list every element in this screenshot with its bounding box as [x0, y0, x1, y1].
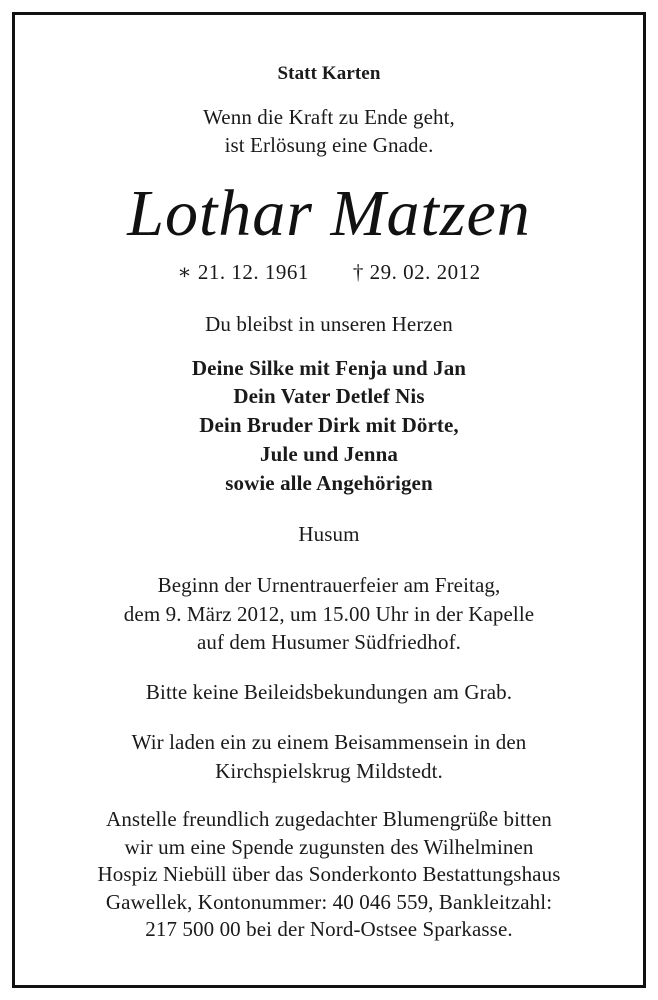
ceremony-line: dem 9. März 2012, um 15.00 Uhr in der Kapelle	[123, 602, 535, 626]
birth-date: ∗ 21. 12. 1961	[177, 260, 309, 284]
life-dates	[0, 259, 658, 285]
donation-line: Anstelle freundlich zugedachter Blumengrüße bitten	[106, 807, 552, 831]
condolence-note: Bitte keine Beileidsbekundungen am Grab.	[145, 680, 513, 704]
gathering-line: Wir laden ein zu einem Beisammensein in den	[131, 730, 527, 754]
ceremony-line: auf dem Husumer Südfriedhof.	[196, 630, 462, 654]
poem-line: ist Erlösung eine Gnade.	[224, 133, 434, 157]
mourner-line: Deine Silke mit Fenja und Jan	[191, 356, 467, 380]
poem-line: Wenn die Kraft zu Ende geht,	[203, 105, 455, 129]
donation-line: Gawellek, Kontonummer: 40 046 559, Bankleitzahl:	[105, 890, 553, 914]
donation-line: wir um eine Spende zugunsten des Wilhelminen	[124, 835, 534, 859]
deceased-name: Lothar Matzen	[127, 177, 531, 250]
death-date: † 29. 02. 2012	[352, 260, 481, 284]
mourner-line: Dein Bruder Dirk mit Dörte,	[199, 413, 459, 437]
place: Husum	[298, 522, 360, 546]
mourner-line: Jule und Jenna	[260, 442, 398, 466]
mourner-line: sowie alle Angehörigen	[225, 471, 433, 495]
ceremony-line: Beginn der Urnentrauerfeier am Freitag,	[157, 573, 501, 597]
mourner-line: Dein Vater Detlef Nis	[233, 384, 425, 408]
notice-header: Statt Karten	[277, 63, 381, 84]
gathering-line: Kirchspielskrug Mildstedt.	[215, 759, 443, 783]
donation-line: Hospiz Niebüll über das Sonderkonto Bestattungshaus	[97, 862, 561, 886]
motto: Du bleibst in unseren Herzen	[205, 312, 453, 336]
donation-line: 217 500 00 bei der Nord-Ostsee Sparkasse.	[145, 917, 513, 941]
